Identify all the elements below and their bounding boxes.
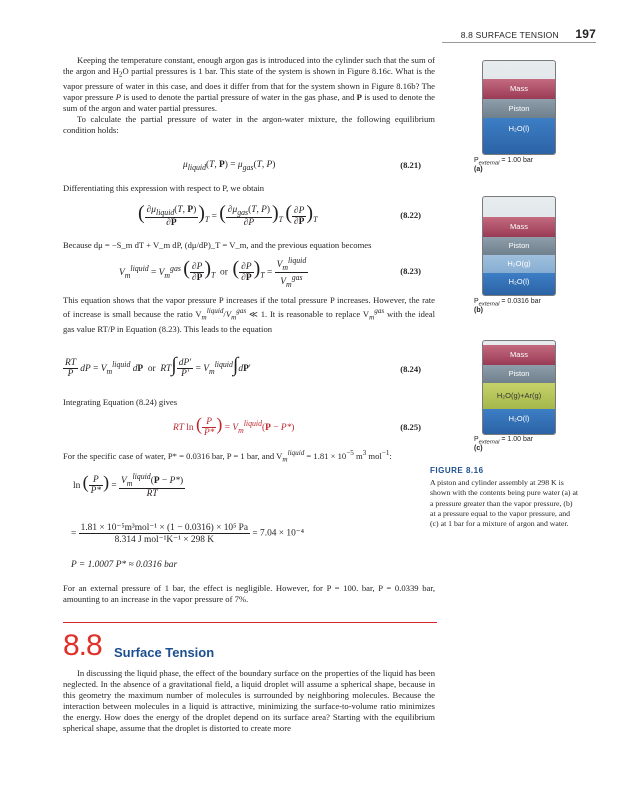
figure-label: FIGURE 8.16 (430, 466, 484, 475)
equation-8-24: $\frac{RT}{P}$ dP = $V_m^{liquid}$ dP or RT∫ $\frac{dP'}{P'}$ = $V_m^{liquid}\int dP'$ (8.24) (65, 354, 421, 380)
pressure-label-c: $P_{external} = 1.00$ bar (c) (474, 436, 534, 453)
piston-a: Piston (483, 99, 555, 118)
paragraph-because: Because dμ = −S_m dT + V_m dP, (dμ/dP)_T = V_m, and the previous equation becomes (63, 240, 372, 250)
calculation-block: ln ( $\frac{P}{P*}$ ) = $\frac{V_m^{liquid}(P - P*)}{RT}$ = $\frac{\text{1.81 × 10⁻⁵m³mol⁻¹ × (1 − 0.0316) × 10⁵ Pa}}{\text{8.314 J mol⁻¹K⁻¹ × 298 K}}$ = 7.04 × 10⁻⁴ P = 1.0007 P* ≈ 0.0316 bar (71, 472, 305, 570)
paragraph-differentiate: Differentiating this expression with respect to P, we obtain (63, 183, 265, 193)
section-title: Surface Tension (114, 645, 215, 660)
header-rule (442, 42, 596, 43)
mass-block-a: Mass (483, 79, 555, 99)
cylinder-a (482, 60, 556, 155)
water-gas-b: H₂O(g) (483, 255, 555, 273)
equation-8-22: ( $\frac{\partial\mu_{liquid}(T, P)}{\partial P}$ )$_T$ = ( $\frac{\partial\mu_{gas}(T, P)}{\partial P}$ )$_T$ ( $\frac{\partial P}{\partial P}$ )$_T$ (8.22) (138, 202, 421, 229)
figure-panel-c (472, 340, 564, 435)
page-number: 197 (575, 27, 596, 41)
paragraph-specific-case: For the specific case of water, P* = 0.0316 bar, P = 1 bar, and $V_m^{liquid} = 1.81 \times 10^{-5}$ $m^3$ mol$^{-1}$: (63, 449, 392, 464)
paragraph-vapor-pressure: This equation shows that the vapor pressure P increases if the total pressure P increases. However, the rate of increase is small because the ratio $V_m^{liquid}/V_m^{gas}$ ≪ 1. It is reasonable to replace $V_m^{gas}$ with the ideal gas value RT/P in Equation (8.23). This leads to the equation (63, 295, 435, 334)
water-liquid-c: H₂O(l) (483, 409, 555, 434)
piston-c: Piston (483, 365, 555, 383)
paragraph-external-pressure: For an external pressure of 1 bar, the effect is negligible. However, for P = 100. bar, P = 0.0339 bar, amounting to an increase in the vapor pressure of 7%. (63, 583, 435, 605)
piston-b: Piston (483, 237, 555, 255)
pressure-label-b: $P_{external} = 0.0316$ bar (b) (474, 298, 541, 315)
equation-8-23: $V_m^{liquid} = V_m^{gas}$ ( $\frac{\partial P}{\partial P}$ )$_T$ or ( $\frac{\partial P}{\partial P}$ )$_T$ = $\frac{V_m^{liquid}}{V_m^{gas}}$ (8.23) (119, 256, 421, 289)
paragraph-equilibrium: To calculate the partial pressure of water in the argon-water mixture, the following equilibrium condition holds: (63, 114, 435, 136)
result-p: P = 1.0007 P* ≈ 0.0316 bar (71, 560, 178, 570)
paragraph-surface-tension: In discussing the liquid phase, the effect of the boundary surface on the properties of the liquid has been neglected. In the absence of a gravitational field, a liquid droplet will assume a spherical shape, because in this geometry the maximum number of molecules is surrounded by neighboring molecules. Because the interaction between molecules in a liquid is attractive, minimizing the surface-to-volume ratio minimizes the energy. How does the energy of the droplet depend on its surface area? Starting with the equilibrium spherical shape, assume that the droplet is distorted to create more (63, 668, 435, 734)
figure-caption: A piston and cylinder assembly at 298 K is shown with the contents being pure water (a) at a pressure greater than the vapor pressure, (b) at a pressure equal to the vapor pressure, and (c) at 1 bar for a mixture of argon and water. (430, 478, 579, 529)
water-liquid-a: H₂O(l) (483, 118, 555, 154)
paragraph-integrating: Integrating Equation (8.24) gives (63, 397, 178, 407)
section-header: 8.8 SURFACE TENSION (460, 30, 559, 40)
water-argon-gas-c: H₂O(g)+Ar(g) (483, 383, 555, 409)
equation-8-21: $\mu_{liquid}(T$, $P) = \mu_{gas}(T$, P) (8.21) (183, 160, 421, 172)
mass-block-b: Mass (483, 217, 555, 237)
mass-block-c: Mass (483, 345, 555, 365)
figure-panel-b (472, 196, 564, 296)
water-liquid-b: H₂O(l) (483, 273, 555, 295)
section-number: 8.8 (63, 629, 102, 662)
running-header (461, 27, 596, 41)
pressure-label-a: $P_{external} = 1.00$ bar (a) (474, 157, 534, 174)
equation-8-25: RT ln ( $\frac{P}{P*}$ ) = $V_m^{liquid}(P - P*)$ (8.25) (173, 414, 421, 439)
cylinder-b (482, 196, 556, 296)
paragraph-intro: Keeping the temperature constant, enough argon gas is introduced into the cylinder such that the sum of the argon and $H_2O$ partial pressures is 1 bar. This state of the system is shown in Figure 8.16c. What is the vapor pressure of water in this case, and does it differ from that for the system shown in Figure 8.16b? The vapor pressure P is used to denote the partial pressure of water in the gas phase, and P is used to denote the sum of the argon and water partial pressures. To calculate the partial pressure of water in the argon-water mixture, the following equilibrium condition holds: (63, 55, 435, 136)
cylinder-c (482, 340, 556, 435)
figure-panel-a (472, 60, 564, 155)
section-rule (63, 622, 437, 623)
